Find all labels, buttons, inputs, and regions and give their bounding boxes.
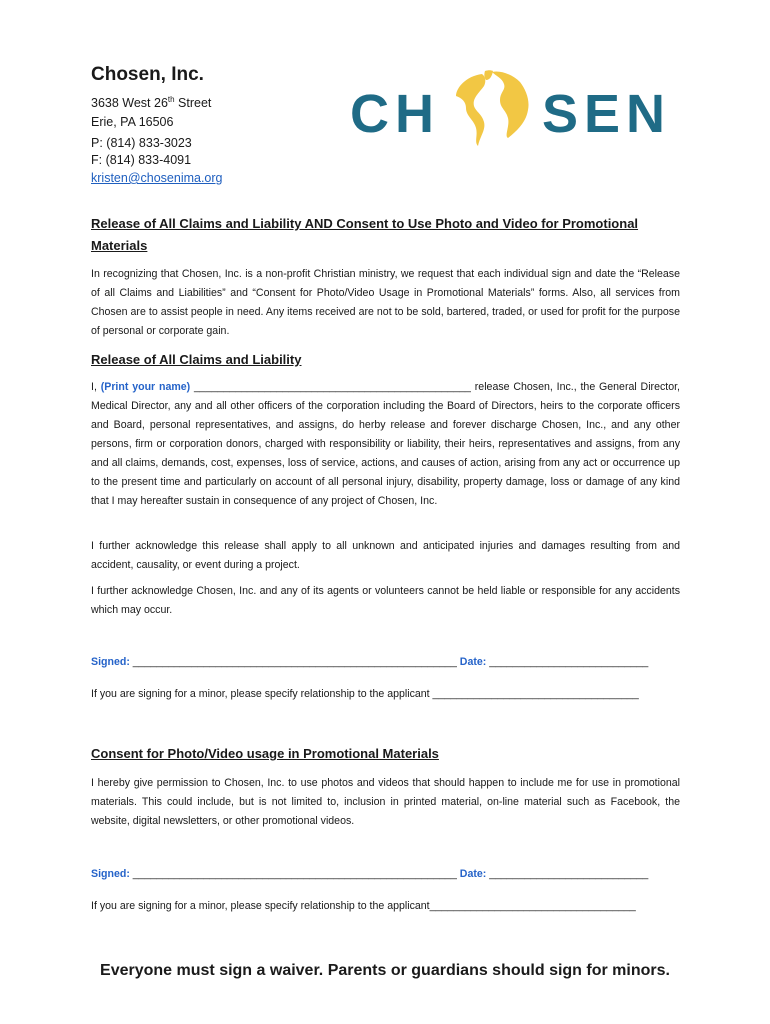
release-minor-relationship[interactable]: If you are signing for a minor, please specify relationship to the applicant ___________________________________ <box>91 688 639 700</box>
date-field[interactable]: ___________________________ <box>486 656 649 668</box>
release-signature-row <box>91 656 680 668</box>
release-paragraph-3: I further acknowledge Chosen, Inc. and any of its agents or volunteers cannot be held liable or responsible for any accidents which may occur. <box>91 585 680 616</box>
date-field[interactable]: ___________________________ <box>486 868 649 880</box>
signature-field[interactable]: _______________________________________________________ <box>129 656 457 668</box>
print-name-field[interactable]: _______________________________________________ <box>190 381 475 393</box>
chosen-logo <box>350 66 676 150</box>
release-heading: Release of All Claims and Liability <box>91 352 302 367</box>
globe-icon <box>456 70 529 146</box>
date-label: Date: <box>459 868 487 880</box>
release-paragraph: I, (Print your name) _______________________________________________ release Chosen, Inc., the General Director, Medical Director, any and all other officers of the corporation including the Board of Directors, heirs to the corporate officers and Board, personal representatives, and assigns, do herby release and forever discharge Chosen, Inc., and any other persons, firm or corporation donors, charged with responsibility or liability, their heirs, representatives and assigns, from any and all claims, demands, cost, expenses, loss of service, actions, and causes of action, arising from any act or occurrence up to the present time and particularly on account of all personal injury, disability, property damage, loss or damage of any kind that I may hereafter sustain in consequence of any project of Chosen, Inc. <box>91 381 680 507</box>
document-title: Release of All Claims and Liability AND Consent to Use Photo and Video for Promotional Materials <box>91 216 639 253</box>
intro-paragraph: In recognizing that Chosen, Inc. is a non-profit Christian ministry, we request that each individual sign and date the “Release of all Claims and Liabilities” and “Consent for Photo/Video Usage in Promotional Materials” forms. Also, all services from Chosen are to assist people in need. Any items received are not to be sold, bartered, traded, or used for profit for the purpose of personal or corporate gain. <box>91 268 680 337</box>
print-name-label: (Print your name) <box>100 381 191 393</box>
release-paragraph-2: I further acknowledge this release shall apply to all unknown and anticipated injuries and damages resulting from and accident, causality, or event during a project. <box>91 540 680 571</box>
logo-text-left: CH <box>350 84 440 144</box>
logo-text-right: SEN <box>542 84 672 144</box>
phone-number: P: (814) 833-3023 <box>91 136 192 150</box>
city-state-zip: Erie, PA 16506 <box>91 115 174 129</box>
organization-name: Chosen, Inc. <box>91 64 204 85</box>
street-address: 3638 West 26th Street <box>91 95 212 111</box>
consent-paragraph: I hereby give permission to Chosen, Inc. to use photos and videos that should happen to include me for use in promotional materials. This could include, but is not limited to, inclusion in printed material, on-line material such as Facebook, the website, digital newsletters, or other promotional videos. <box>91 777 680 827</box>
signed-label: Signed: <box>91 868 130 880</box>
email-link[interactable]: kristen@chosenima.org <box>91 171 223 185</box>
consent-signature-row <box>91 868 680 880</box>
consent-heading: Consent for Photo/Video usage in Promotional Materials <box>91 746 439 761</box>
consent-minor-relationship[interactable]: If you are signing for a minor, please specify relationship to the applicant___________________________________ <box>91 900 636 912</box>
fax-number: F: (814) 833-4091 <box>91 153 192 167</box>
footer-notice: Everyone must sign a waiver. Parents or guardians should sign for minors. <box>100 962 670 979</box>
signed-label: Signed: <box>91 656 130 668</box>
signature-field[interactable]: _______________________________________________________ <box>129 868 457 880</box>
date-label: Date: <box>459 656 487 668</box>
